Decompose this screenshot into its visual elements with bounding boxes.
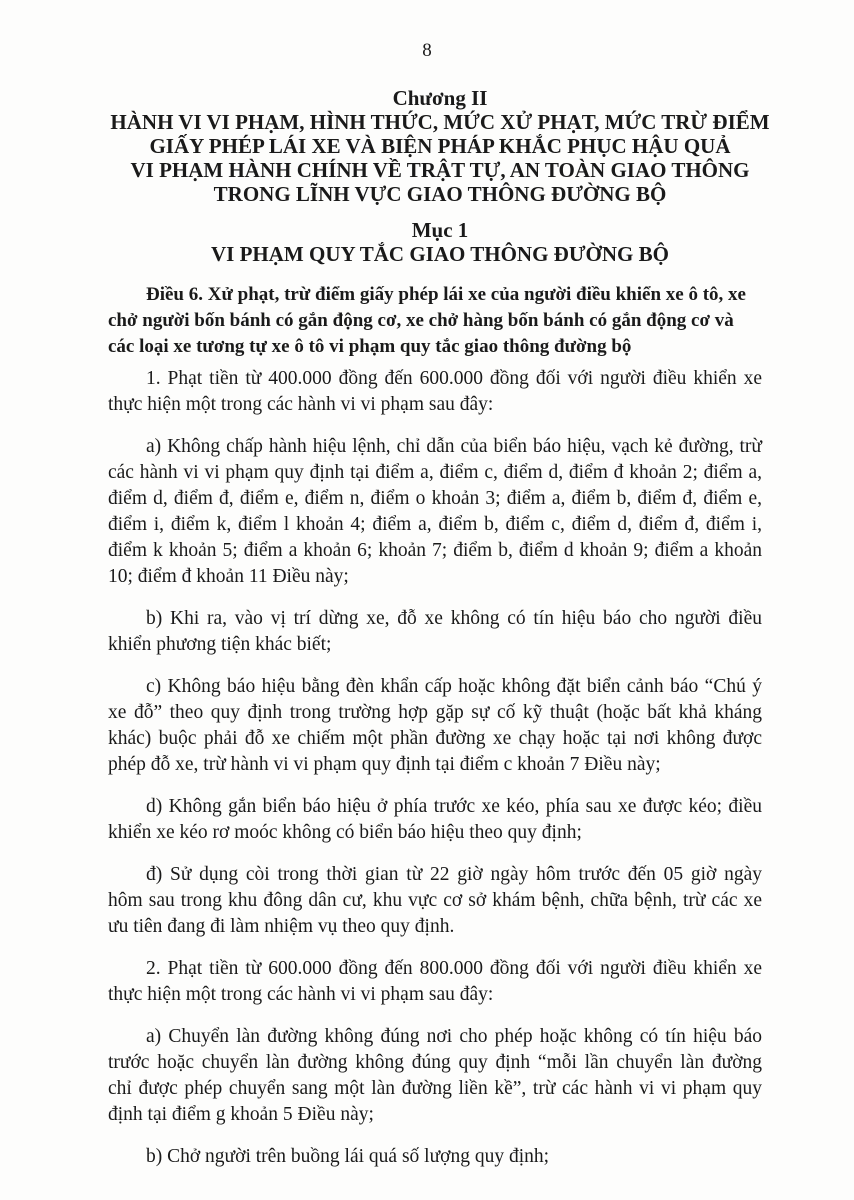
chapter-title-line: TRONG LĨNH VỰC GIAO THÔNG ĐƯỜNG BỘ: [213, 182, 667, 206]
paragraph-line: 1. Phạt tiền từ 400.000 đồng đến 600.000 đồng đối với người điều khiển xe: [146, 368, 762, 389]
paragraph-line: b) Khi ra, vào vị trí dừng xe, đỗ xe không có tín hiệu báo cho người điều: [146, 608, 762, 629]
paragraph: [108, 434, 762, 590]
chapter-title-line: HÀNH VI VI PHẠM, HÌNH THỨC, MỨC XỬ PHẠT, MỨC TRỪ ĐIỂM: [110, 110, 770, 134]
paragraph-line: chỉ được phép chuyển sang một làn đường liền kề”, trừ các hành vi vi phạm quy: [108, 1078, 762, 1099]
section-label: Mục 1: [411, 218, 469, 242]
paragraph-line: điểm k khoản 5; điểm a khoản 6; khoản 7; điểm b, điểm d khoản 9; điểm a khoản: [108, 540, 762, 561]
chapter-heading: [100, 86, 780, 206]
paragraph-line: thực hiện một trong các hành vi vi phạm sau đây:: [108, 984, 494, 1005]
paragraph: [108, 606, 762, 658]
paragraph-line: khiển phương tiện khác biết;: [108, 634, 332, 655]
paragraph-line: d) Không gắn biển báo hiệu ở phía trước xe kéo, phía sau xe được kéo; điều: [146, 796, 762, 817]
paragraph-line: 10; điểm đ khoản 11 Điều này;: [108, 566, 349, 587]
paragraph-line: a) Chuyển làn đường không đúng nơi cho phép hoặc không có tín hiệu báo: [146, 1026, 762, 1047]
paragraph-line: định tại điểm g khoản 5 Điều này;: [108, 1104, 374, 1125]
paragraph-line: a) Không chấp hành hiệu lệnh, chỉ dẫn của biển báo hiệu, vạch kẻ đường, trừ: [146, 436, 762, 457]
article-title-line: Điều 6. Xử phạt, trừ điểm giấy phép lái xe của người điều khiển xe ô tô, xe: [146, 284, 746, 305]
paragraph: [108, 674, 762, 778]
paragraph-line: thực hiện một trong các hành vi vi phạm sau đây:: [108, 394, 494, 415]
paragraph: [108, 862, 762, 940]
paragraph-line: trước hoặc chuyển làn đường không đúng quy định “mỗi lần chuyển làn đường: [108, 1052, 762, 1073]
paragraph-line: xe đỗ” theo quy định trong trường hợp gặp sự cố kỹ thuật (hoặc bất khả kháng: [108, 702, 762, 723]
chapter-title-line: VI PHẠM HÀNH CHÍNH VỀ TRẬT TỰ, AN TOÀN GIAO THÔNG: [130, 158, 750, 182]
paragraph-line: các hành vi vi phạm quy định tại điểm a, điểm c, điểm d, điểm đ khoản 2; điểm a,: [108, 462, 762, 483]
paragraph-line: b) Chở người trên buồng lái quá số lượng quy định;: [146, 1146, 550, 1167]
paragraph: [108, 956, 762, 1008]
paragraph: [108, 1144, 762, 1170]
chapter-title-line: GIẤY PHÉP LÁI XE VÀ BIỆN PHÁP KHẮC PHỤC HẬU QUẢ: [149, 134, 731, 158]
article-title: [108, 282, 762, 360]
article-title-line: chở người bốn bánh có gắn động cơ, xe chở hàng bốn bánh có gắn động cơ và: [108, 310, 734, 331]
section-title: VI PHẠM QUY TẮC GIAO THÔNG ĐƯỜNG BỘ: [211, 242, 669, 266]
paragraph-line: đ) Sử dụng còi trong thời gian từ 22 giờ ngày hôm trước đến 05 giờ ngày: [146, 864, 762, 885]
chapter-label: Chương II: [392, 86, 488, 110]
paragraph-line: ưu tiên đang đi làm nhiệm vụ theo quy định.: [108, 916, 455, 937]
paragraph-line: khiển xe kéo rơ moóc không có biển báo hiệu theo quy định;: [108, 822, 582, 843]
paragraph: [108, 794, 762, 846]
paragraph-line: phép đỗ xe, trừ hành vi vi phạm quy định tại điểm c khoản 7 Điều này;: [108, 754, 661, 775]
paragraph: [108, 1024, 762, 1128]
paragraph: [108, 366, 762, 418]
paragraph-line: 2. Phạt tiền từ 600.000 đồng đến 800.000 đồng đối với người điều khiển xe: [146, 958, 762, 979]
paragraph-line: điểm i, điểm k, điểm l khoản 4; điểm a, điểm b, điểm c, điểm d, điểm đ, điểm i,: [108, 514, 762, 535]
article-body: [108, 366, 762, 1186]
section-heading: [100, 218, 780, 266]
paragraph-line: khác) buộc phải đỗ xe chiếm một phần đường xe chạy hoặc tại nơi không được: [108, 728, 762, 749]
paragraph-line: hôm sau trong khu đông dân cư, khu vực cơ sở khám bệnh, chữa bệnh, trừ các xe: [108, 890, 762, 911]
page-number: 8: [422, 40, 432, 61]
article-title-line: các loại xe tương tự xe ô tô vi phạm quy tắc giao thông đường bộ: [108, 336, 632, 357]
paragraph-line: điểm d, điểm đ, điểm e, điểm n, điểm o khoản 3; điểm a, điểm b, điểm đ, điểm e,: [108, 488, 762, 509]
paragraph-line: c) Không báo hiệu bằng đèn khẩn cấp hoặc không đặt biển cảnh báo “Chú ý: [146, 676, 762, 697]
